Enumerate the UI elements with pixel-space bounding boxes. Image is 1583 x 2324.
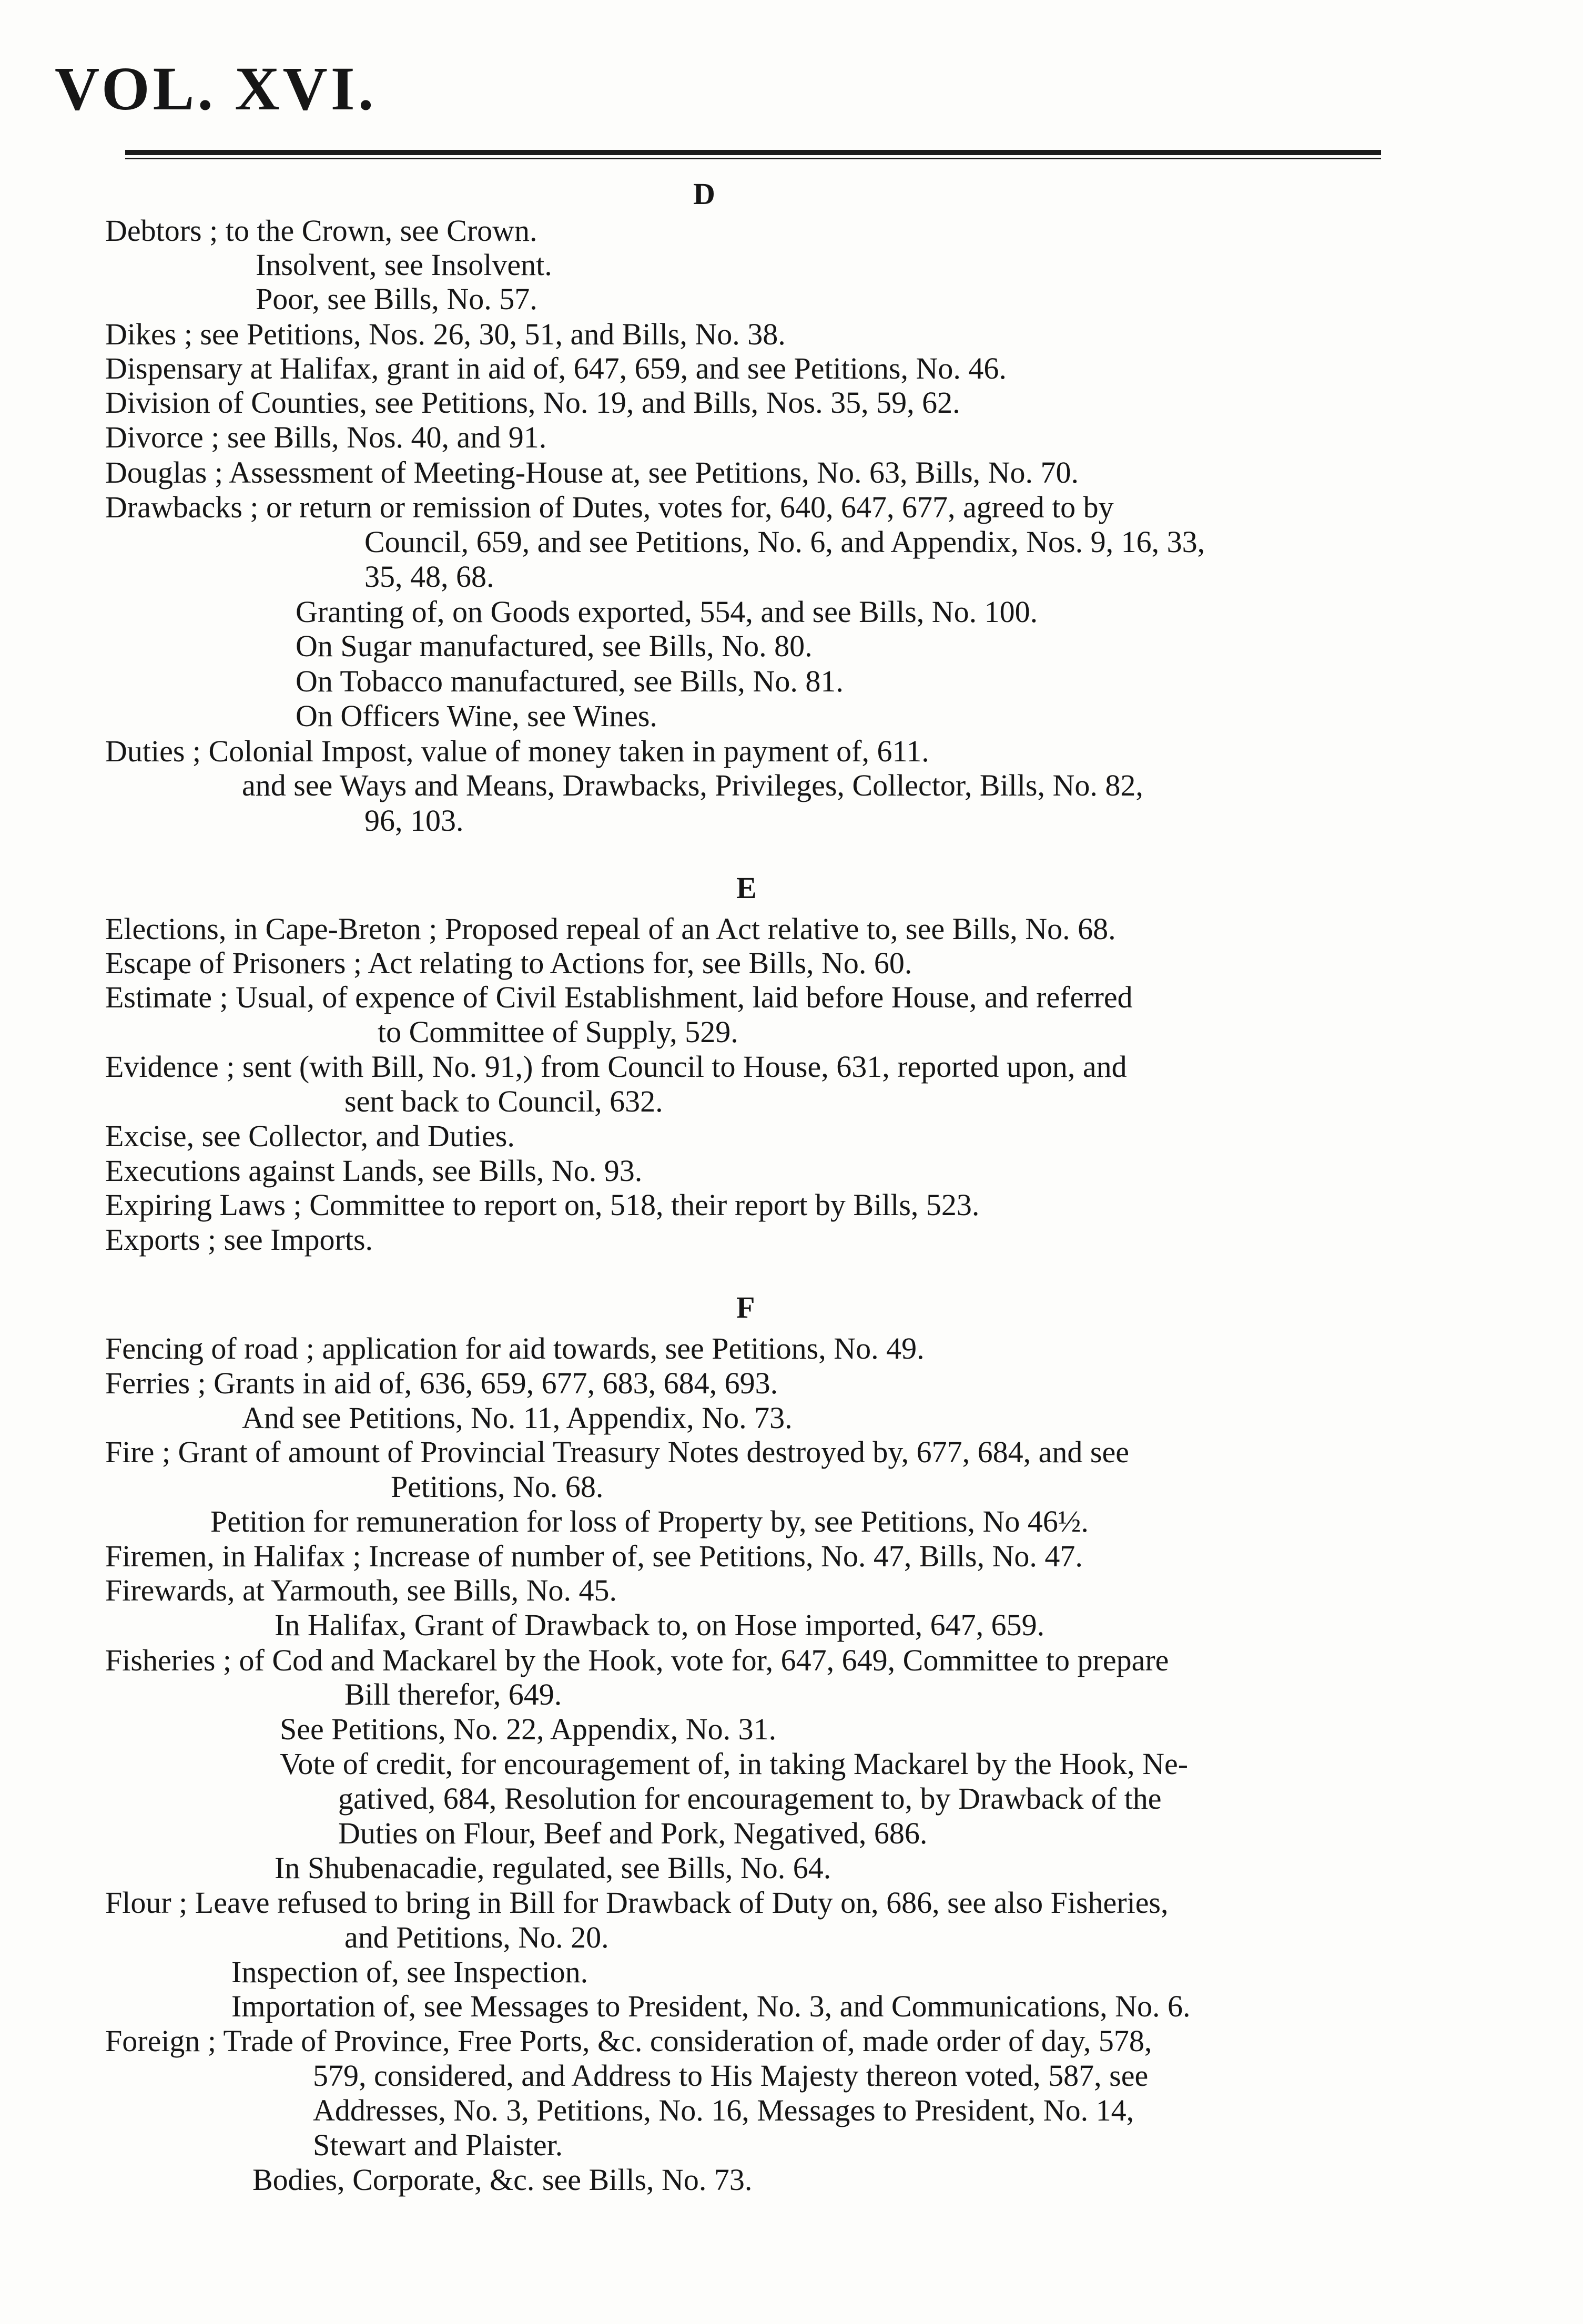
index-line: Executions against Lands, see Bills, No. 93. [105,1154,643,1188]
index-line: Bodies, Corporate, &c. see Bills, No. 73. [252,2163,753,2197]
index-line: and Petitions, No. 20. [344,1920,609,1954]
index-line: Divorce ; see Bills, Nos. 40, and 91. [105,420,547,454]
index-line: In Shubenacadie, regulated, see Bills, No. 64. [275,1851,831,1885]
section-letter-d: D [693,177,715,211]
section-letter-f: F [736,1290,755,1324]
index-line: On Officers Wine, see Wines. [296,699,657,733]
index-line: Escape of Prisoners ; Act relating to Actions for, see Bills, No. 60. [105,946,912,980]
index-line: 35, 48, 68. [364,559,494,594]
index-line: Petition for remuneration for loss of Property by, see Petitions, No 46½. [210,1504,1089,1538]
index-line: Division of Counties, see Petitions, No. 19, and Bills, Nos. 35, 59, 62. [105,385,960,420]
index-line: Foreign ; Trade of Province, Free Ports, &c. consideration of, made order of day, 578, [105,2024,1152,2058]
header-rule-thin [125,158,1381,159]
index-line: Evidence ; sent (with Bill, No. 91,) from Council to House, 631, reported upon, and [105,1049,1127,1084]
index-line: Firemen, in Halifax ; Increase of number of, see Petitions, No. 47, Bills, No. 47. [105,1539,1083,1573]
index-line: Duties ; Colonial Impost, value of money taken in payment of, 611. [105,734,929,768]
index-line: Firewards, at Yarmouth, see Bills, No. 45. [105,1573,617,1607]
index-line: Bill therefor, 649. [344,1677,562,1711]
index-line: Importation of, see Messages to President, No. 3, and Communications, No. 6. [231,1989,1191,2023]
index-line: Poor, see Bills, No. 57. [256,282,537,316]
index-line: Duties on Flour, Beef and Pork, Negatived, 686. [338,1816,928,1850]
index-line: Flour ; Leave refused to bring in Bill for Drawback of Duty on, 686, see also Fisheries, [105,1885,1169,1920]
volume-title: VOL. XVI. [55,54,377,123]
index-line: to Committee of Supply, 529. [378,1015,738,1049]
index-line: gatived, 684, Resolution for encouragement to, by Drawback of the [338,1781,1162,1816]
index-line: Vote of credit, for encouragement of, in taking Mackarel by the Hook, Ne- [280,1747,1189,1781]
index-line: 579, considered, and Address to His Majesty thereon voted, 587, see [313,2058,1149,2093]
index-line: Stewart and Plaister. [313,2128,563,2162]
header-rule-thick [125,150,1381,155]
index-line: In Halifax, Grant of Drawback to, on Hose imported, 647, 659. [275,1608,1045,1642]
index-line: Council, 659, and see Petitions, No. 6, and Appendix, Nos. 9, 16, 33, [364,525,1205,559]
index-line: And see Petitions, No. 11, Appendix, No. 73. [242,1401,793,1435]
index-line: Estimate ; Usual, of expence of Civil Establishment, laid before House, and referred [105,980,1133,1014]
index-line: sent back to Council, 632. [344,1084,663,1118]
index-line: Insolvent, see Insolvent. [256,248,552,282]
index-line: Douglas ; Assessment of Meeting-House at, see Petitions, No. 63, Bills, No. 70. [105,455,1079,490]
index-line: Ferries ; Grants in aid of, 636, 659, 677, 683, 684, 693. [105,1366,778,1400]
index-line: 96, 103. [364,803,464,838]
index-line: Addresses, No. 3, Petitions, No. 16, Messages to President, No. 14, [313,2093,1134,2127]
index-line: Drawbacks ; or return or remission of Dutes, votes for, 640, 647, 677, agreed to by [105,490,1114,524]
index-line: Fisheries ; of Cod and Mackarel by the Hook, vote for, 647, 649, Committee to prepare [105,1643,1169,1677]
index-line: Expiring Laws ; Committee to report on, 518, their report by Bills, 523. [105,1188,980,1222]
index-line: Fire ; Grant of amount of Provincial Treasury Notes destroyed by, 677, 684, and see [105,1435,1129,1469]
index-line: Elections, in Cape-Breton ; Proposed repeal of an Act relative to, see Bills, No. 68. [105,912,1116,946]
index-line: Dispensary at Halifax, grant in aid of, 647, 659, and see Petitions, No. 46. [105,351,1007,385]
section-letter-e: E [736,871,757,905]
index-line: Granting of, on Goods exported, 554, and see Bills, No. 100. [296,595,1038,629]
index-line: See Petitions, No. 22, Appendix, No. 31. [280,1712,777,1746]
index-line: Fencing of road ; application for aid towards, see Petitions, No. 49. [105,1331,925,1365]
index-line: On Sugar manufactured, see Bills, No. 80. [296,629,813,663]
index-line: Inspection of, see Inspection. [231,1955,588,1989]
index-line: On Tobacco manufactured, see Bills, No. 81. [296,664,844,698]
index-line: and see Ways and Means, Drawbacks, Privileges, Collector, Bills, No. 82, [242,768,1143,802]
index-line: Dikes ; see Petitions, Nos. 26, 30, 51, and Bills, No. 38. [105,317,786,351]
index-line: Debtors ; to the Crown, see Crown. [105,213,537,248]
index-line: Exports ; see Imports. [105,1222,373,1257]
index-line: Petitions, No. 68. [391,1470,604,1504]
index-line: Excise, see Collector, and Duties. [105,1119,515,1153]
